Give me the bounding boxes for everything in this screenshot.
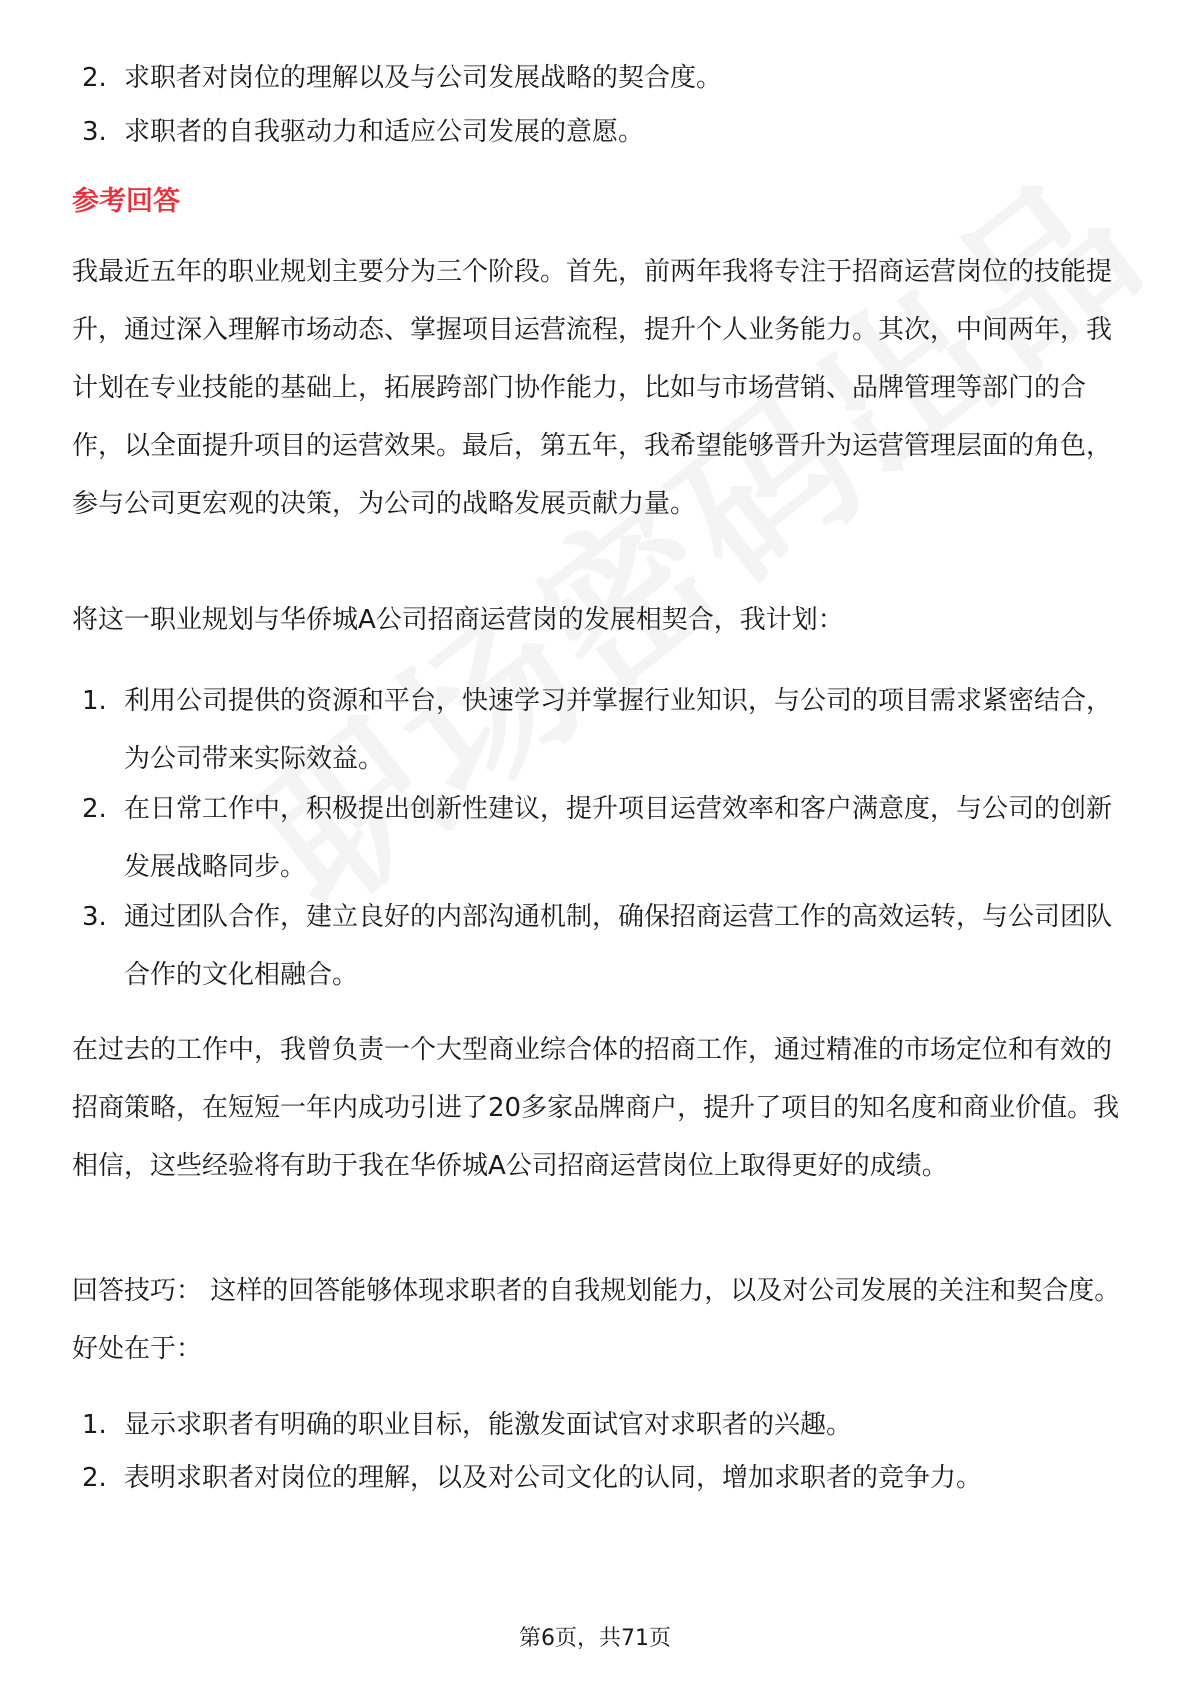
list-item [82,103,1122,161]
tips-paragraph: 回答技巧： 这样的回答能够体现求职者的自我规划能力，以及对公司发展的关注和契合度。好处在于： [72,1276,1121,1364]
list-item [82,49,1122,107]
list-text: 通过团队合作，建立良好的内部沟通机制，确保招商运营工作的高效运转，与公司团队合作的文化相融合。 [124,902,1113,990]
list-text: 求职者的自我驱动力和适应公司发展的意愿。 [124,117,645,147]
list-text: 表明求职者对岗位的理解，以及对公司文化的认同，增加求职者的竞争力。 [124,1463,983,1493]
answer-paragraph-3: 在过去的工作中，我曾负责一个大型商业综合体的招商工作，通过精准的市场定位和有效的招商策略，在短短一年内成功引进了20多家品牌商户，提升了项目的知名度和商业价值。我相信，这些经验将有助于我在华侨城A公司招商运营岗位上取得更好的成绩。 [72,1035,1120,1181]
answer-paragraph-1: 我最近五年的职业规划主要分为三个阶段。首先，前两年我将专注于招商运营岗位的技能提升，通过深入理解市场动态、掌握项目运营流程，提升个人业务能力。其次，中间两年，我计划在专业技能的基础上，拓展跨部门协作能力，比如与市场营销、品牌管理等部门的合作，以全面提升项目的运营效果。最后，第五年，我希望能够晋升为运营管理层面的角色，参与公司更宏观的决策，为公司的战略发展贡献力量。 [72,257,1113,519]
list-text: 利用公司提供的资源和平台，快速学习并掌握行业知识，与公司的项目需求紧密结合，为公司带来实际效益。 [124,686,1113,774]
list-text: 显示求职者有明确的职业目标，能激发面试官对求职者的兴趣。 [124,1410,853,1440]
page-footer: 第6页，共71页 [519,1626,671,1651]
answer-paragraph-2: 将这一职业规划与华侨城A公司招商运营岗的发展相契合，我计划： [72,605,844,635]
list-number: 2. [82,1463,107,1493]
list-number: 3. [82,117,107,147]
list-item [82,780,1122,896]
section-title: 参考回答 [72,186,180,217]
list-item [82,1396,1122,1454]
list-text: 求职者对岗位的理解以及与公司发展战略的契合度。 [124,63,723,93]
list-number: 2. [82,63,107,93]
list-item [82,1449,1122,1507]
list-number: 2. [82,794,107,824]
list-item [82,888,1122,1004]
list-text: 在日常工作中，积极提出创新性建议，提升项目运营效率和客户满意度，与公司的创新发展战略同步。 [124,794,1113,882]
list-item [82,672,1122,788]
list-number: 3. [82,902,107,932]
list-number: 1. [82,686,107,716]
list-number: 1. [82,1410,107,1440]
